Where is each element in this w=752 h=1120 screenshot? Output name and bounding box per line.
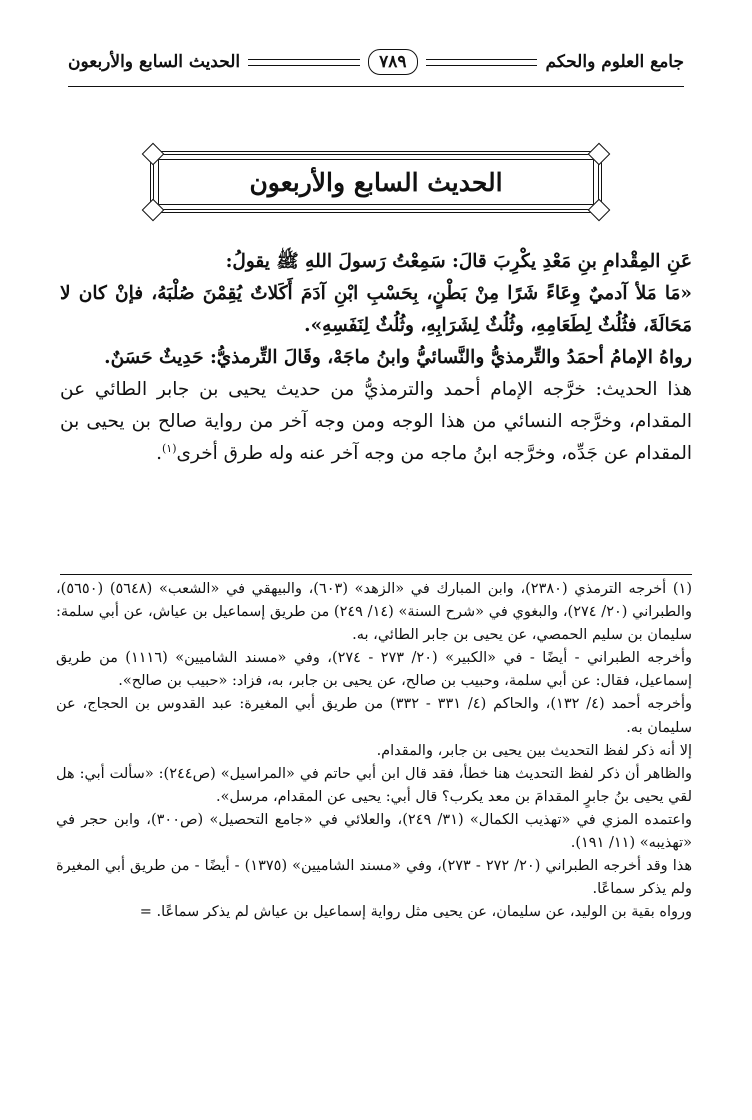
chapter-title: الحديث السابع والأربعون [249,167,503,197]
hadith-source: رواهُ الإمامُ أحمَدُ والتِّرمذيُّ والنَّسائيُّ وابنُ ماجَهْ، وقَالَ التِّرمذيُّ: حَدِيثٌ حَسَنٌ. [104,347,692,368]
footnote-paragraph: وأخرجه أحمد (٤/ ١٣٢)، والحاكم (٤/ ٣٣١ - ٣٣٢) من طريق أبي المغيرة: عبد القدوس بن الحجاج، عن سليمان به. [56,696,692,736]
header-rule-left [248,59,360,66]
footnote-separator [60,574,692,575]
footnote-paragraph: والظاهر أن ذكر لفظ التحديث هنا خطأ، فقد قال ابن أبي حاتم في «المراسيل» (ص٢٤٤): «سألت أبي: هل لقي يحيى بنُ جابرٍ المقدامَ بن معد يكرب؟ قال أبي: يحيى عن المقدام، مرسل». [56,765,692,805]
hadith-narration: عَنِ المِقْدامِ بنِ مَعْدِ يكْرِبَ قالَ: سَمِعْتُ رَسولَ اللهِ ﷺ يقولُ: [225,251,692,272]
running-header-book-title: جامع العلوم والحكم [545,52,684,72]
header-underline [68,86,684,87]
footnote-paragraph: وأخرجه الطبراني - أيضًا - في «الكبير» (٢٠/ ٢٧٣ - ٢٧٤)، وفي «مسند الشاميين» (١١١٦) من طريق إسماعيل، فقال: عن أبي سلمة، وحبيب بن صالح، عن يحيى بن جابر، به، فزاد: «حبيب بن صالح». [56,650,693,690]
commentary-paragraph: هذا الحديث: خرَّجه الإمام أحمد والترمذيُّ من حديث يحيى بن جابر الطائي عن المقدام، وخرَّجه النسائي من هذا الوجه ومن وجه آخر من رواية صالح بن يحيى بن المقدام عن جَدِّه، وخرَّجه ابنُ ماجه من وجه آخر عنه وله طرق أخرى$^{(١)}$. [60,379,692,464]
footnote-paragraph: إلا أنه ذكر لفظ التحديث بين يحيى بن جابر، والمقدام. [376,742,692,759]
frame-corner-ornament [142,143,165,166]
running-header [68,44,684,80]
footnote-paragraph: هذا وقد أخرجه الطبراني (٢٠/ ٢٧٢ - ٢٧٣)، وفي «مسند الشاميين» (١٣٧٥) - أيضًا - من طريق أبي المغيرة ولم يذكر سماعًا. [56,858,692,898]
footnotes [56,578,692,924]
footnote-paragraph: واعتمده المزي في «تهذيب الكمال» (٣١/ ٢٤٩)، والعلائي في «جامع التحصيل» (ص٣٠٠)، وابن حجر في «تهذيبه» (١١/ ١٩١). [56,811,693,852]
page-number: ٧٨٩ [368,49,417,75]
hadith-text: «مَا مَلأ آدميٌ وِعَاءً شَرًا مِنْ بَطْنٍ، بِحَسْبِ ابْنِ آدَمَ أَكَلاتٌ يُقِمْنَ صُلْبَهُ، فإنْ كان لا مَحَالَةَ، فثُلُثٌ لِطَعَامِهِ، وثُلُثٌ لِشَرَابِهِ، وثُلُثٌ لِنَفَسِهِ». [60,283,692,336]
footnote-paragraph: ورواه بقية بن الوليد، عن سليمان، عن يحيى مثل رواية إسماعيل بن عياش لم يذكر سماعًا. = [139,904,692,921]
frame-corner-ornament [588,199,611,222]
frame-corner-ornament [588,143,611,166]
footnote-reference: (١) [162,441,177,455]
chapter-title-frame [150,151,602,213]
footnote-paragraph: (١) أخرجه الترمذي (٢٣٨٠)، وابن المبارك في «الزهد» (٦٠٣)، والبيهقي في «الشعب» (٥٦٤٨) (٥٦٥٠)، والطبراني (٢٠/ ٢٧٤)، والبغوي في «شرح السنة» (١٤/ ٢٤٩) من طريق إسماعيل بن عياش، عن أبي سلمة: سليمان بن سليم الحمصي، عن يحيى بن جابر الطائي، به. [56,581,693,644]
main-text [60,246,692,470]
frame-corner-ornament [142,199,165,222]
header-rule-right [426,59,538,66]
commentary-text: هذا الحديث: خرَّجه الإمام أحمد والترمذيُّ من حديث يحيى بن جابر الطائي عن المقدام، وخرَّجه النسائي من هذا الوجه ومن وجه آخر من رواية صالح بن يحيى بن المقدام عن جَدِّه، وخرَّجه ابنُ ماجه من وجه آخر عنه وله طرق أخرى [60,379,692,464]
running-header-chapter: الحديث السابع والأربعون [67,52,241,72]
